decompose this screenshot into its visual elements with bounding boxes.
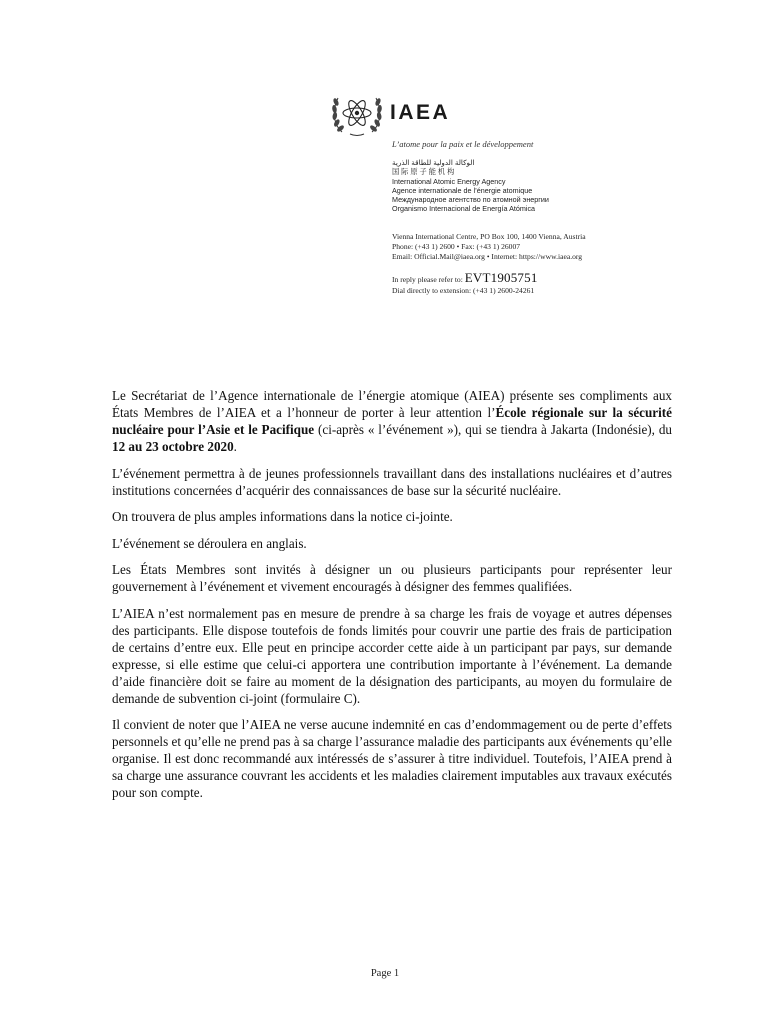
phone-fax: Phone: (+43 1) 2600 • Fax: (+43 1) 26007 (392, 241, 521, 251)
letter-body (112, 387, 672, 811)
intro-part-c: . (233, 439, 237, 454)
event-name: École régionale sur la sécurité nucléaire pour l’Asie et le Pacifique (112, 405, 672, 437)
org-name-spanish: Organismo Internacional de Energía Atómica (392, 204, 536, 214)
email-internet: Email: Official.Mail@iaea.org • Internet: https://www.iaea.org (392, 252, 583, 262)
org-name-chinese: 国 际 原 子 能 机 构 (392, 167, 455, 177)
paragraph-nominations: Les États Membres sont invités à désigner un ou plusieurs participants pour représenter leur gouvernement à l’événement et vivement encouragés à désigner des femmes qualifiées. (112, 562, 672, 594)
org-name-arabic: الوكالة الدولية للطاقة الذرية (392, 158, 475, 167)
reference-number: EVT1905751 (464, 270, 538, 286)
reply-block (392, 272, 658, 296)
intro-part-b: (ci-après « l’événement »), qui se tiendra à Jakarta (Indonésie), du (314, 422, 672, 437)
reply-reference-row (392, 272, 658, 285)
paragraph-information: On trouvera de plus amples informations dans la notice ci-jointe. (112, 509, 453, 524)
paragraph-insurance: Il convient de noter que l’AIEA ne verse aucune indemnité en cas d’endommagement ou de perte d’effets personnels et qu’elle ne prend pas à sa charge l’assurance maladie des participants aux événements qu’elle organise. Il est donc recommandé aux intéressés de s’assurer à titre individuel. Toutefois, l’AIEA prend à sa charge une assurance couvrant les accidents et les maladies clairement imputables aux travaux exécutés pour son compte. (112, 717, 672, 800)
page-number: Page 1 (370, 968, 400, 979)
org-name-english: International Atomic Energy Agency (392, 176, 506, 186)
iaea-emblem-icon (328, 88, 386, 138)
postal-address: Vienna International Centre, PO Box 100, 1400 Vienna, Austria (392, 231, 586, 241)
reply-label: In reply please refer to: (392, 275, 463, 285)
org-name-french: Agence internationale de l’énergie atomique (392, 185, 533, 195)
paragraph-funding: L’AIEA n’est normalement pas en mesure de prendre à sa charge les frais de voyage et autres dépenses des participants. Elle dispose toutefois de fonds limités pour couvrir une partie des frais de participation de certains d’entre eux. Elle peut en principe accorder cette aide à un participant par pays, sur demande expresse, si elle estime que celui-ci apportera une contribution importante à l’événement. La demande d’aide financière doit se faire au moment de la désignation des participants, au moyen du formulaire de demande de subvention ci-joint (formulaire C). (112, 605, 672, 706)
org-name-russian: Международное агентство по атомной энергии (392, 195, 549, 205)
intro-part-a: Le Secrétariat de l’Agence internationale de l’énergie atomique (AIEA) présente ses compliments aux États Membres de l’AIEA et a l’honneur de porter à leur attention l’ (112, 388, 672, 420)
dial-extension: Dial directly to extension: (+43 1) 2600-24261 (392, 286, 535, 296)
event-dates: 12 au 23 octobre 2020 (112, 439, 234, 454)
motto: L’atome pour la paix et le développement (392, 139, 534, 149)
paragraph-purpose: L’événement permettra à de jeunes professionnels travaillant dans des installations nucléaires et d’autres institutions concernées d’acquérir des connaissances de base sur la sécurité nucléaire. (112, 465, 672, 498)
org-abbreviation: IAEA (390, 101, 451, 124)
org-names (392, 158, 658, 214)
address-block (392, 232, 658, 263)
logo-row (328, 88, 658, 138)
letterhead (328, 88, 658, 296)
paragraph-language: L’événement se déroulera en anglais. (112, 535, 307, 551)
paragraph-intro (112, 387, 672, 455)
